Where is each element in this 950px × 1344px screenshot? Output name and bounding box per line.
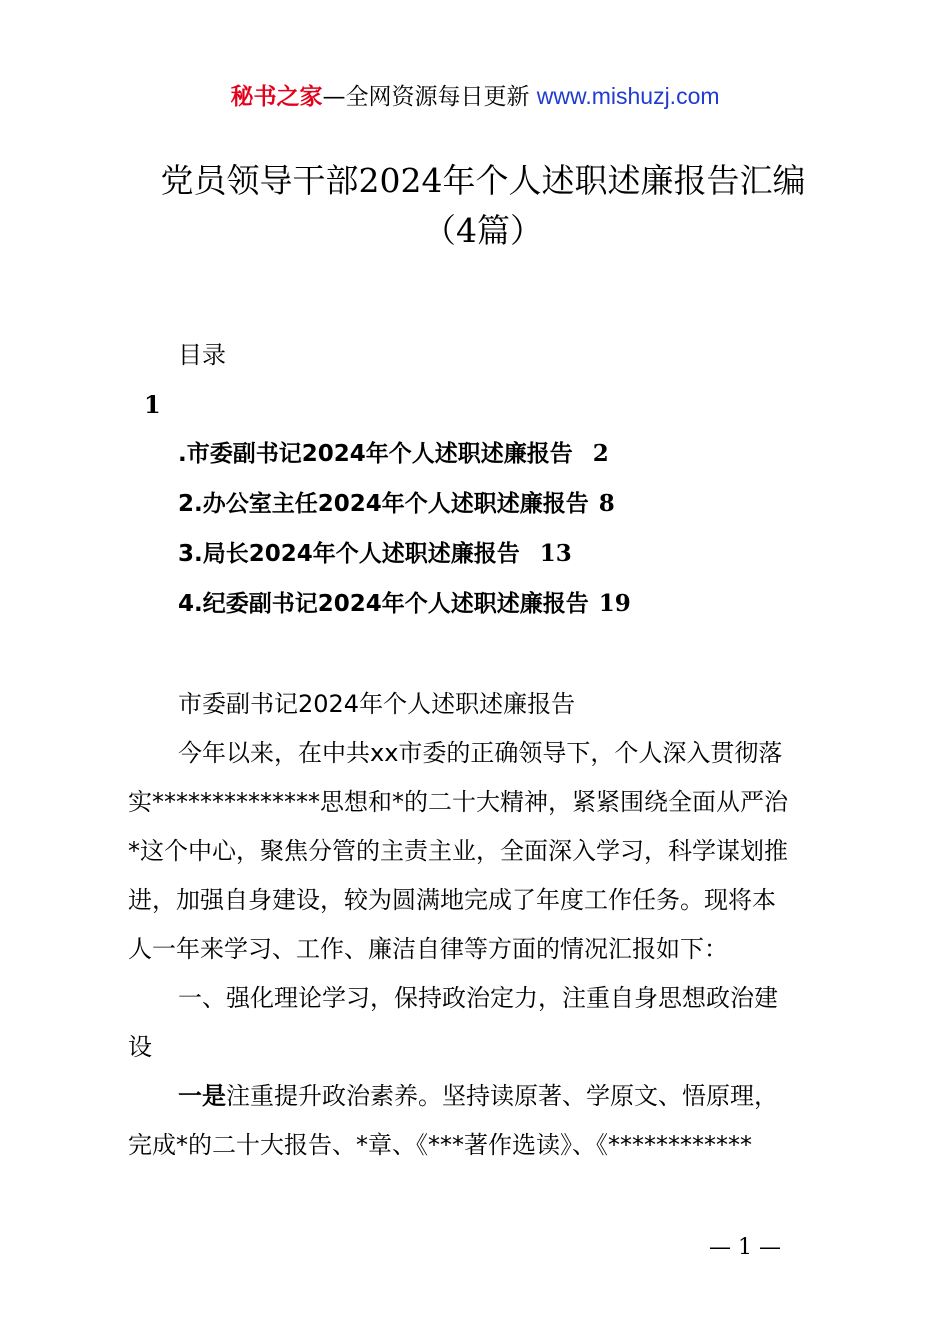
toc-item-page: 13: [539, 540, 572, 567]
paragraph-line: 今年以来，在中共xx市委的正确领导下，个人深入贯彻落: [178, 739, 783, 767]
toc-item-text: 4.纪委副书记2024年个人述职述廉报告: [178, 591, 589, 617]
lead-marker: 一是: [178, 1082, 226, 1110]
paragraph-line: 完成*的二十大报告、*章、《***著作选读》、《************: [128, 1131, 752, 1159]
document-title: [128, 156, 838, 256]
paragraph-line-text: 注重提升政治素养。坚持读原著、学原文、悟原理，: [226, 1082, 778, 1110]
brand-name: 秘书之家: [230, 84, 323, 110]
section-heading-line: 一、强化理论学习，保持政治定力，注重自身思想政治建: [178, 984, 778, 1012]
paragraph-line: 进，加强自身建设，较为圆满地完成了年度工作任务。现将本: [128, 886, 776, 914]
page-number: — 1 —: [709, 1235, 781, 1260]
header-url[interactable]: www.mishuzj.com: [536, 83, 720, 109]
section-heading-line: 设: [128, 1033, 152, 1061]
toc-item-page: 8: [598, 490, 615, 517]
toc-item[interactable]: [178, 437, 609, 471]
toc-item[interactable]: [178, 587, 631, 621]
toc-stray-number: 1: [144, 390, 161, 419]
toc-item-text: 3.局长2024年个人述职述廉报告: [178, 541, 520, 567]
header-slogan: —全网资源每日更新: [322, 84, 537, 110]
paragraph-line: [128, 1072, 833, 1121]
site-header: [0, 80, 950, 113]
title-line-1: 党员领导干部2024年个人述职述廉报告汇编: [160, 161, 806, 200]
toc-item-text: .市委副书记2024年个人述职述廉报告: [178, 441, 573, 467]
toc-item-text: 2.办公室主任2024年个人述职述廉报告: [178, 491, 589, 517]
title-line-2: （4篇）: [423, 211, 543, 250]
body-paragraph: [128, 729, 833, 1170]
paragraph-line: 实**************思想和*的二十大精神，紧紧围绕全面从严治: [128, 788, 788, 816]
toc-item-page: 2: [592, 440, 609, 467]
toc-item-page: 19: [598, 590, 631, 617]
section-title: 市委副书记2024年个人述职述廉报告: [178, 690, 576, 718]
toc-item[interactable]: [178, 537, 572, 571]
toc-heading: 目录: [178, 341, 226, 369]
paragraph-line: 人一年来学习、工作、廉洁自律等方面的情况汇报如下：: [128, 935, 728, 963]
paragraph-line: *这个中心，聚焦分管的主责主业，全面深入学习，科学谋划推: [128, 837, 788, 865]
toc-item[interactable]: [178, 487, 615, 521]
